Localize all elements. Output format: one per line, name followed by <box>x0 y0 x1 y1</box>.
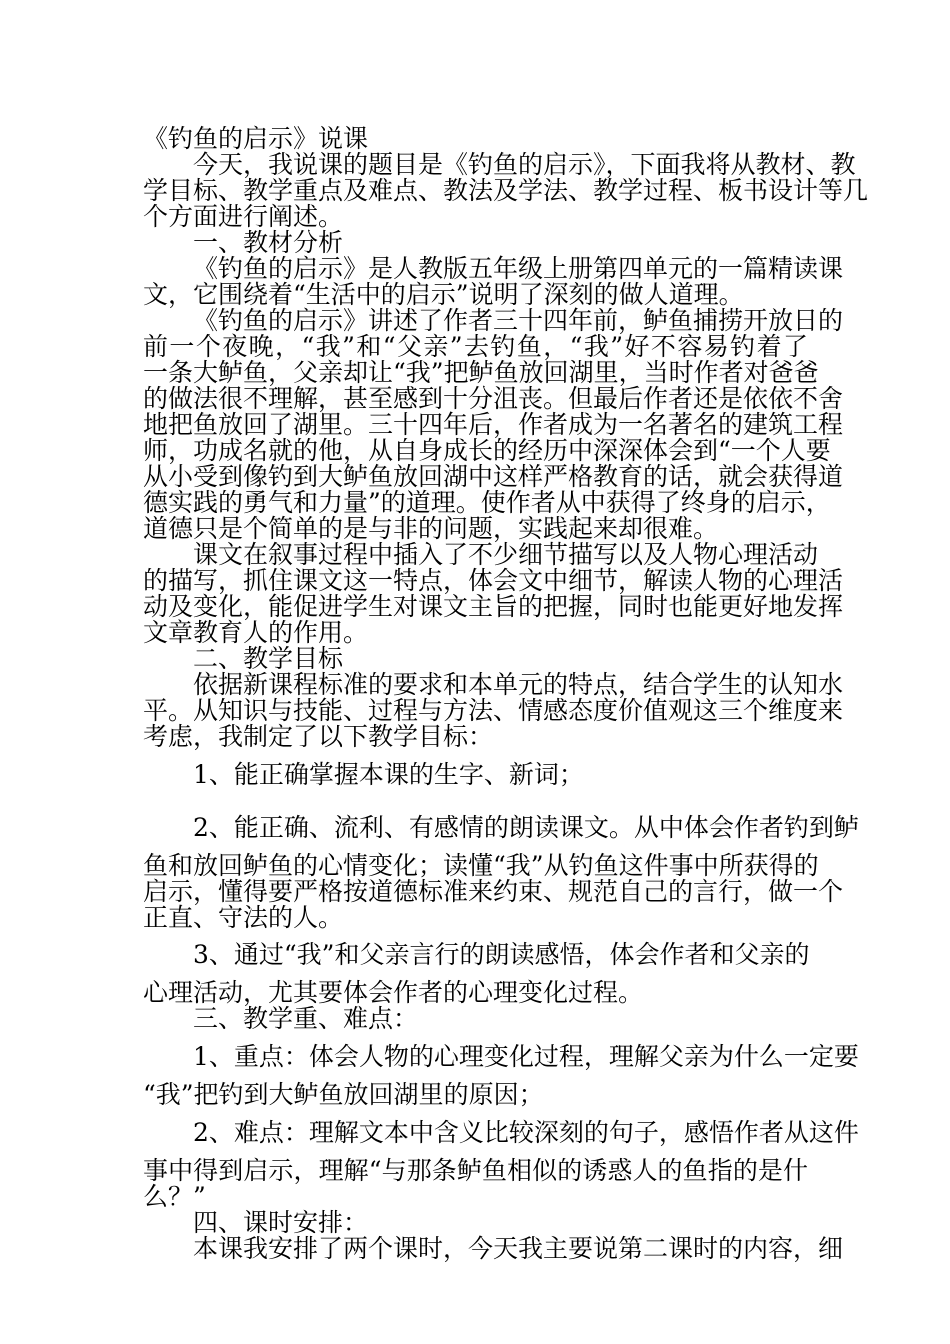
goal-item: 鱼和放回鲈鱼的心情变化；读懂“我”从钓鱼这件事中所获得的 <box>143 851 819 880</box>
section-heading: 三、教学重、难点： <box>193 1004 419 1033</box>
paragraph-line: 从小受到像钓到大鲈鱼放回湖中这样严格教育的话，就会获得道 <box>143 462 844 491</box>
intro-line: 学目标、教学重点及难点、教法及学法、教学过程、板书设计等几 <box>143 176 869 205</box>
paragraph-line: 依据新课程标准的要求和本单元的特点，结合学生的认知水 <box>193 670 844 699</box>
paragraph-line: 道德只是个简单的是与非的问题，实践起来却很难。 <box>143 514 719 543</box>
paragraph-line: 文，它围绕着“生活中的启示”说明了深刻的做人道理。 <box>143 280 744 309</box>
paragraph-line: 前一个夜晚，“我”和“父亲”去钓鱼，“我”好不容易钓着了 <box>143 332 808 361</box>
paragraph-line: 《钓鱼的启示》是人教版五年级上册第四单元的一篇精读课 <box>193 254 844 283</box>
document-title: 《钓鱼的启示》说课 <box>143 124 369 153</box>
goal-item: 正直、守法的人。 <box>143 903 344 932</box>
intro-line: 个方面进行阐述。 <box>143 202 344 231</box>
key-point-item: 2、难点：理解文本中含义比较深刻的句子，感悟作者从这件 <box>193 1118 859 1147</box>
paragraph-line: 考虑，我制定了以下教学目标： <box>143 722 494 751</box>
paragraph-line: 德实践的勇气和力量”的道理。使作者从中获得了终身的启示， <box>143 488 831 517</box>
paragraph-line: 课文在叙事过程中插入了不少细节描写以及人物心理活动 <box>193 540 819 569</box>
key-point-item: 事中得到启示，理解“与那条鲈鱼相似的诱惑人的鱼指的是什 <box>143 1156 808 1185</box>
section-heading: 四、课时安排： <box>193 1208 369 1237</box>
goal-item: 3、通过“我”和父亲言行的朗读感悟，体会作者和父亲的 <box>193 940 810 969</box>
goal-item: 2、能正确、流利、有感情的朗读课文。从中体会作者钓到鲈 <box>193 813 859 842</box>
section-heading: 二、教学目标 <box>193 644 344 673</box>
paragraph-line: 本课我安排了两个课时，今天我主要说第二课时的内容，细 <box>193 1234 844 1263</box>
paragraph-line: 《钓鱼的启示》讲述了作者三十四年前，鲈鱼捕捞开放日的 <box>193 306 844 335</box>
section-heading: 一、教材分析 <box>193 228 344 257</box>
paragraph-line: 地把鱼放回了湖里。三十四年后，作者成为一名著名的建筑工程 <box>143 410 844 439</box>
paragraph-line: 文章教育人的作用。 <box>143 618 369 647</box>
intro-line: 今天，我说课的题目是《钓鱼的启示》，下面我将从教材、教 <box>193 150 856 179</box>
key-point-item: “我”把钓到大鲈鱼放回湖里的原因； <box>143 1080 544 1109</box>
key-point-item: 么？” <box>143 1182 206 1211</box>
goal-item: 启示，懂得要严格按道德标准来约束、规范自己的言行，做一个 <box>143 877 844 906</box>
paragraph-line: 动及变化，能促进学生对课文主旨的把握，同时也能更好地发挥 <box>143 592 844 621</box>
key-point-item: 1、重点：体会人物的心理变化过程，理解父亲为什么一定要 <box>193 1042 859 1071</box>
paragraph-line: 平。从知识与技能、过程与方法、情感态度价值观这三个维度来 <box>143 696 844 725</box>
paragraph-line: 一条大鲈鱼，父亲却让“我”把鲈鱼放回湖里，当时作者对爸爸 <box>143 358 819 387</box>
paragraph-line: 的做法很不理解，甚至感到十分沮丧。但最后作者还是依依不舍 <box>143 384 844 413</box>
goal-item: 1、能正确掌握本课的生字、新词； <box>193 760 584 789</box>
goal-item: 心理活动，尤其要体会作者的心理变化过程。 <box>143 978 644 1007</box>
paragraph-line: 的描写，抓住课文这一特点，体会文中细节，解读人物的心理活 <box>143 566 844 595</box>
paragraph-line: 师，功成名就的他，从自身成长的经历中深深体会到“一个人要 <box>143 436 831 465</box>
